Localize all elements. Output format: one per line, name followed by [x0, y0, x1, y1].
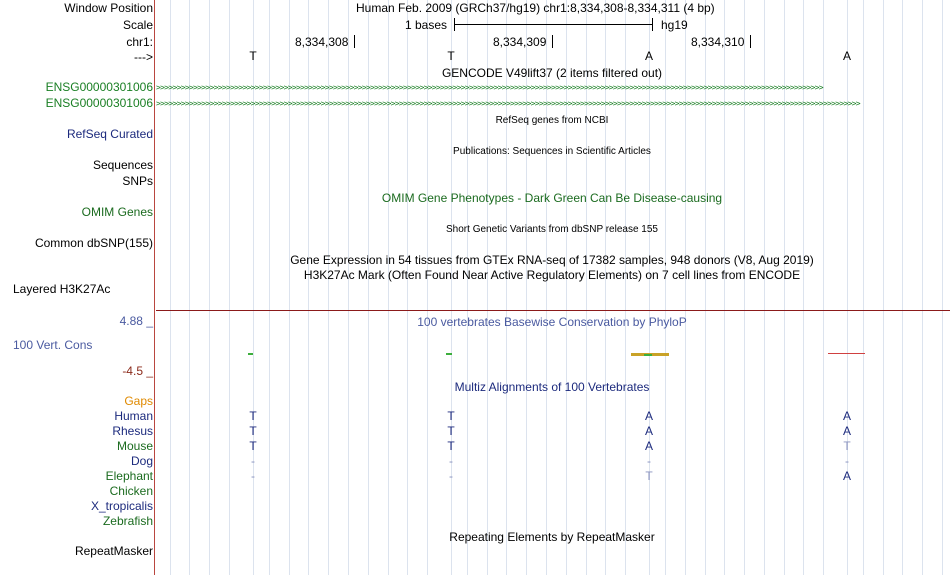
multiz-track-title: Multiz Alignments of 100 Vertebrates [454, 380, 650, 394]
alignment-base: T [249, 409, 257, 423]
gaps-label: Gaps [124, 394, 153, 408]
species-label-x-tropicalis: X_tropicalis [90, 499, 153, 513]
conservation-mark [644, 354, 652, 356]
scale-bar [454, 24, 652, 25]
ruler-position-3: 8,334,310 [691, 35, 745, 49]
genome-browser-image[interactable] [156, 0, 950, 575]
dbsnp-track-title: Short Genetic Variants from dbSNP release 155 [446, 224, 658, 235]
conservation-max-label: 4.88 _ [119, 314, 153, 328]
conservation-mark [828, 353, 865, 354]
publications-track-title: Publications: Sequences in Scientific Articles [453, 146, 651, 157]
track-labels-sidebar [0, 0, 153, 575]
scale-label: Scale [122, 18, 153, 32]
ruler-tick-2 [552, 35, 553, 48]
omim-track-label[interactable]: OMIM Genes [81, 205, 153, 219]
scale-bases-text: 1 bases [405, 18, 448, 32]
conservation-mark [248, 353, 253, 355]
species-label-rhesus: Rhesus [112, 424, 153, 438]
alignment-base: A [644, 409, 653, 423]
gencode-gene-label-2[interactable]: ENSG00000301006 [45, 96, 153, 110]
gtex-track-title: Gene Expression in 54 tissues from GTEx RNA-seq of 17382 samples, 948 donors (V8, Aug 2019) [290, 253, 814, 267]
h3k27ac-track-title: H3K27Ac Mark (Often Found Near Active Regulatory Elements) on 7 cell lines from ENCODE [303, 268, 801, 282]
ruler-tick-3 [750, 35, 751, 48]
reference-base: T [447, 49, 455, 63]
sequences-track-label[interactable]: Sequences [92, 158, 153, 172]
conservation-track-label[interactable]: 100 Vert. Cons [13, 338, 93, 352]
refseq-track-label[interactable]: RefSeq Curated [66, 127, 153, 141]
species-label-chicken: Chicken [109, 484, 153, 498]
species-label-elephant: Elephant [105, 469, 153, 483]
omim-track-title: OMIM Gene Phenotypes - Dark Green Can Be Disease-causing [381, 191, 723, 205]
alignment-base: T [447, 424, 455, 438]
gencode-gene-label-1[interactable]: ENSG00000301006 [45, 80, 153, 94]
window-position-label: Window Position [64, 1, 153, 15]
ruler-position-1: 8,334,308 [295, 35, 349, 49]
reference-base: A [842, 49, 851, 63]
alignment-base: T [249, 424, 257, 438]
window-position-text: Human Feb. 2009 (GRCh37/hg19) chr1:8,334,308-8,334,311 (4 bp) [356, 1, 715, 15]
repeatmasker-track-title: Repeating Elements by RepeatMasker [449, 530, 655, 544]
phylop-track-title: 100 vertebrates Basewise Conservation by PhyloP [417, 315, 687, 329]
alignment-base: - [647, 454, 651, 468]
scale-bar-end-tick [652, 18, 653, 31]
reference-base: A [644, 49, 653, 63]
alignment-base: T [249, 439, 257, 453]
snps-track-label[interactable]: SNPs [122, 174, 153, 188]
gencode-track-title: GENCODE V49lift37 (2 items filtered out) [441, 66, 663, 80]
conservation-mark [446, 353, 452, 355]
ruler-position-2: 8,334,309 [493, 35, 547, 49]
species-label-dog: Dog [130, 454, 153, 468]
ruler-tick-1 [354, 35, 355, 48]
scale-bar-start-tick [454, 18, 455, 31]
species-label-human: Human [114, 409, 153, 423]
chromosome-label: chr1: [126, 35, 153, 49]
sidebar-divider [154, 0, 155, 575]
alignment-base: - [845, 454, 849, 468]
reference-base: T [249, 49, 257, 63]
repeatmasker-track-label[interactable]: RepeatMasker [74, 544, 153, 558]
alignment-base: A [644, 424, 653, 438]
conservation-min-label: -4.5 _ [122, 364, 153, 378]
alignment-base: - [449, 454, 453, 468]
alignment-base: - [449, 469, 453, 483]
alignment-base: T [843, 439, 851, 453]
species-label-zebrafish: Zebrafish [102, 514, 153, 528]
alignment-base: T [645, 469, 653, 483]
gene-strand-arrows-1[interactable]: >>>>>>>>>>>>>>>>>>>>>>>>>>>>>>>>>>>>>>>>>>>>>>>>>>>>>>>>>>>>>>>>>>>>>>>>>>>>>>>>>>>>>>>>>>>>>>>>>>>>>>>>>>>>>>>>>>>>>>>>>>>>>>>>>>>>>>>>>>>>>>>>>>>>>>>>>>>>>>>>>> [156, 83, 823, 92]
dbsnp-track-label[interactable]: Common dbSNP(155) [34, 236, 153, 250]
assembly-text: hg19 [661, 18, 688, 32]
gene-strand-arrows-2[interactable]: >>>>>>>>>>>>>>>>>>>>>>>>>>>>>>>>>>>>>>>>>>>>>>>>>>>>>>>>>>>>>>>>>>>>>>>>>>>>>>>>>>>>>>>>>>>>>>>>>>>>>>>>>>>>>>>>>>>>>>>>>>>>>>>>>>>>>>>>>>>>>>>>>>>>>>>>>>>>>>>>>>>>>>>>>>> [156, 99, 860, 108]
alignment-base: A [842, 409, 851, 423]
alignment-base: T [447, 409, 455, 423]
alignment-base: T [447, 439, 455, 453]
alignment-base: A [842, 424, 851, 438]
alignment-base: - [251, 469, 255, 483]
h3k27ac-track-label[interactable]: Layered H3K27Ac [13, 282, 111, 296]
alignment-base: - [251, 454, 255, 468]
species-label-mouse: Mouse [116, 439, 153, 453]
refseq-track-title: RefSeq genes from NCBI [495, 115, 609, 126]
alignment-base: A [644, 439, 653, 453]
track-separator [156, 310, 950, 311]
strand-arrow-label: ---> [134, 50, 153, 64]
alignment-base: A [842, 469, 851, 483]
